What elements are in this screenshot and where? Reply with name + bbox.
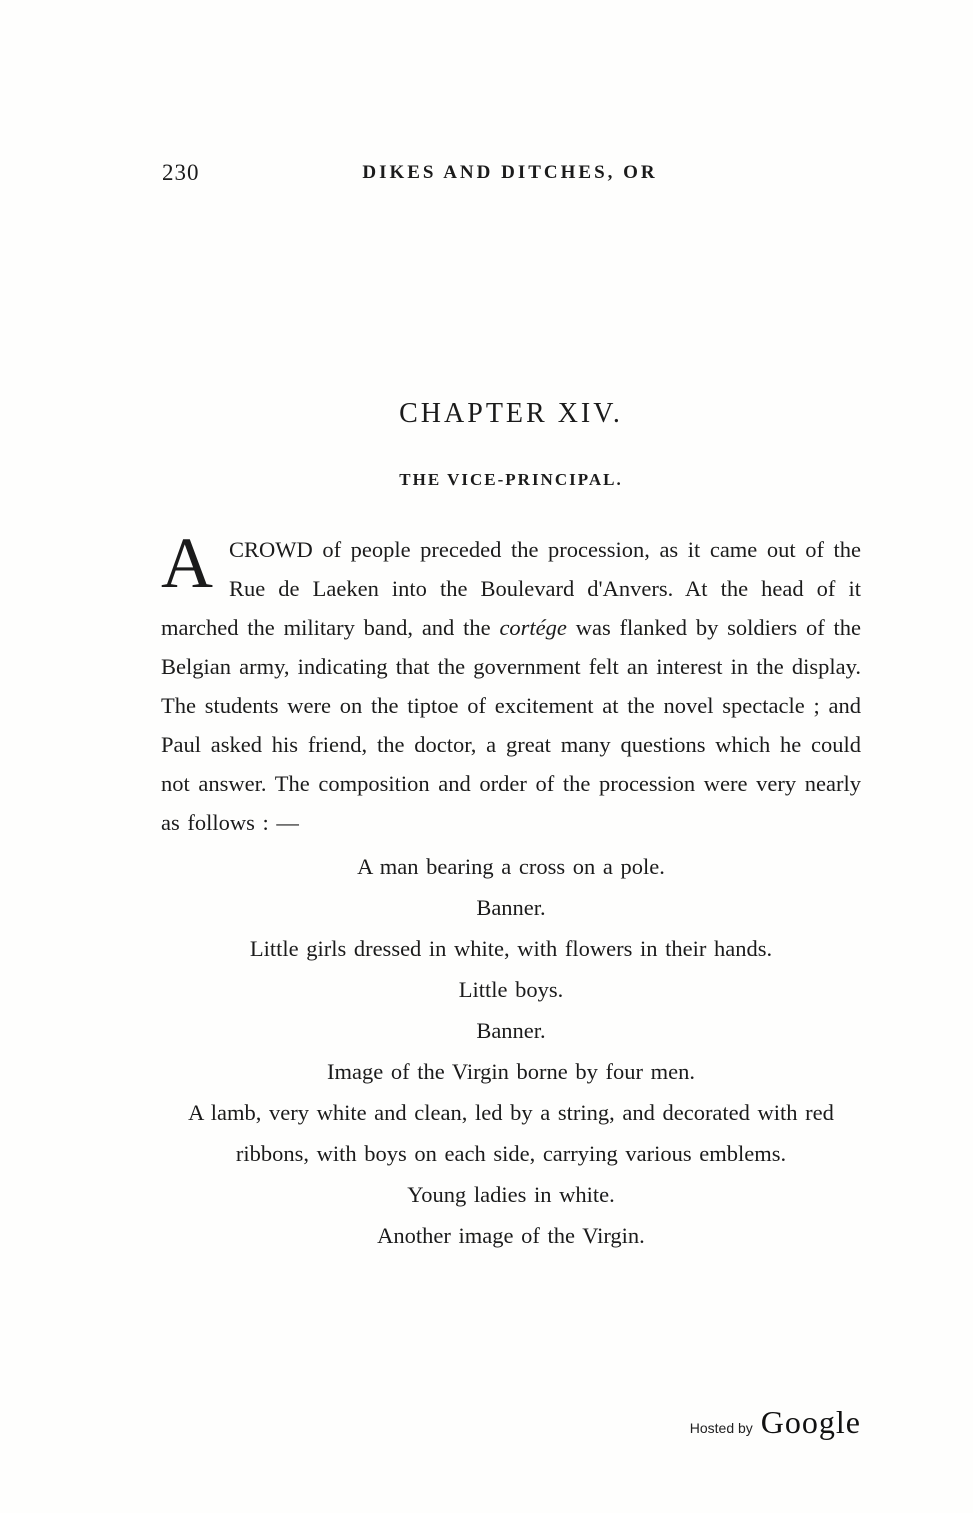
page-footer: [690, 1404, 861, 1441]
page-header: [160, 160, 860, 190]
procession-line: Little boys.: [458, 977, 564, 1002]
chapter-heading: CHAPTER XIV.: [399, 398, 623, 429]
paragraph-italic-word: cortége: [499, 615, 567, 640]
procession-line: Banner.: [476, 1018, 546, 1043]
procession-line: Banner.: [476, 895, 546, 920]
procession-line: Little girls dressed in white, with flowers in their hands.: [249, 936, 773, 961]
chapter-subtitle: THE VICE-PRINCIPAL.: [399, 470, 623, 489]
hosted-by-label: Hosted by: [689, 1420, 753, 1436]
google-logo: Google: [760, 1404, 861, 1440]
procession-list: [161, 846, 861, 1256]
procession-line: Another image of the Virgin.: [377, 1223, 645, 1248]
page-content: [161, 398, 861, 1256]
opening-paragraph: [161, 523, 862, 842]
procession-line: A man bearing a cross on a pole.: [357, 854, 665, 879]
procession-line: A lamb, very white and clean, led by a string, and decorated with red ribbons, with boys on each side, carrying various emblems.: [188, 1100, 834, 1166]
procession-line: Young ladies in white.: [407, 1182, 615, 1207]
paragraph-text-after-italic: was flanked by soldiers of the Belgian army, indicating that the government felt an interest in the display. The students were on the tiptoe of excitement at the novel spectacle ; and Paul asked his friend, the doctor, a great many questions which he could not answer. The composition and order of the procession were very nearly as follows : —: [161, 615, 862, 835]
drop-cap: A: [161, 523, 213, 603]
page-number: 230: [162, 160, 200, 185]
paragraph-text-before-italic: CROWD of people preceded the procession, as it came out of the Rue de Laeken into the Boulevard d'Anvers. At the head of it marched the military band, and the: [161, 537, 861, 640]
running-header: DIKES AND DITCHES, OR: [362, 162, 658, 183]
procession-line: Image of the Virgin borne by four men.: [327, 1059, 695, 1084]
